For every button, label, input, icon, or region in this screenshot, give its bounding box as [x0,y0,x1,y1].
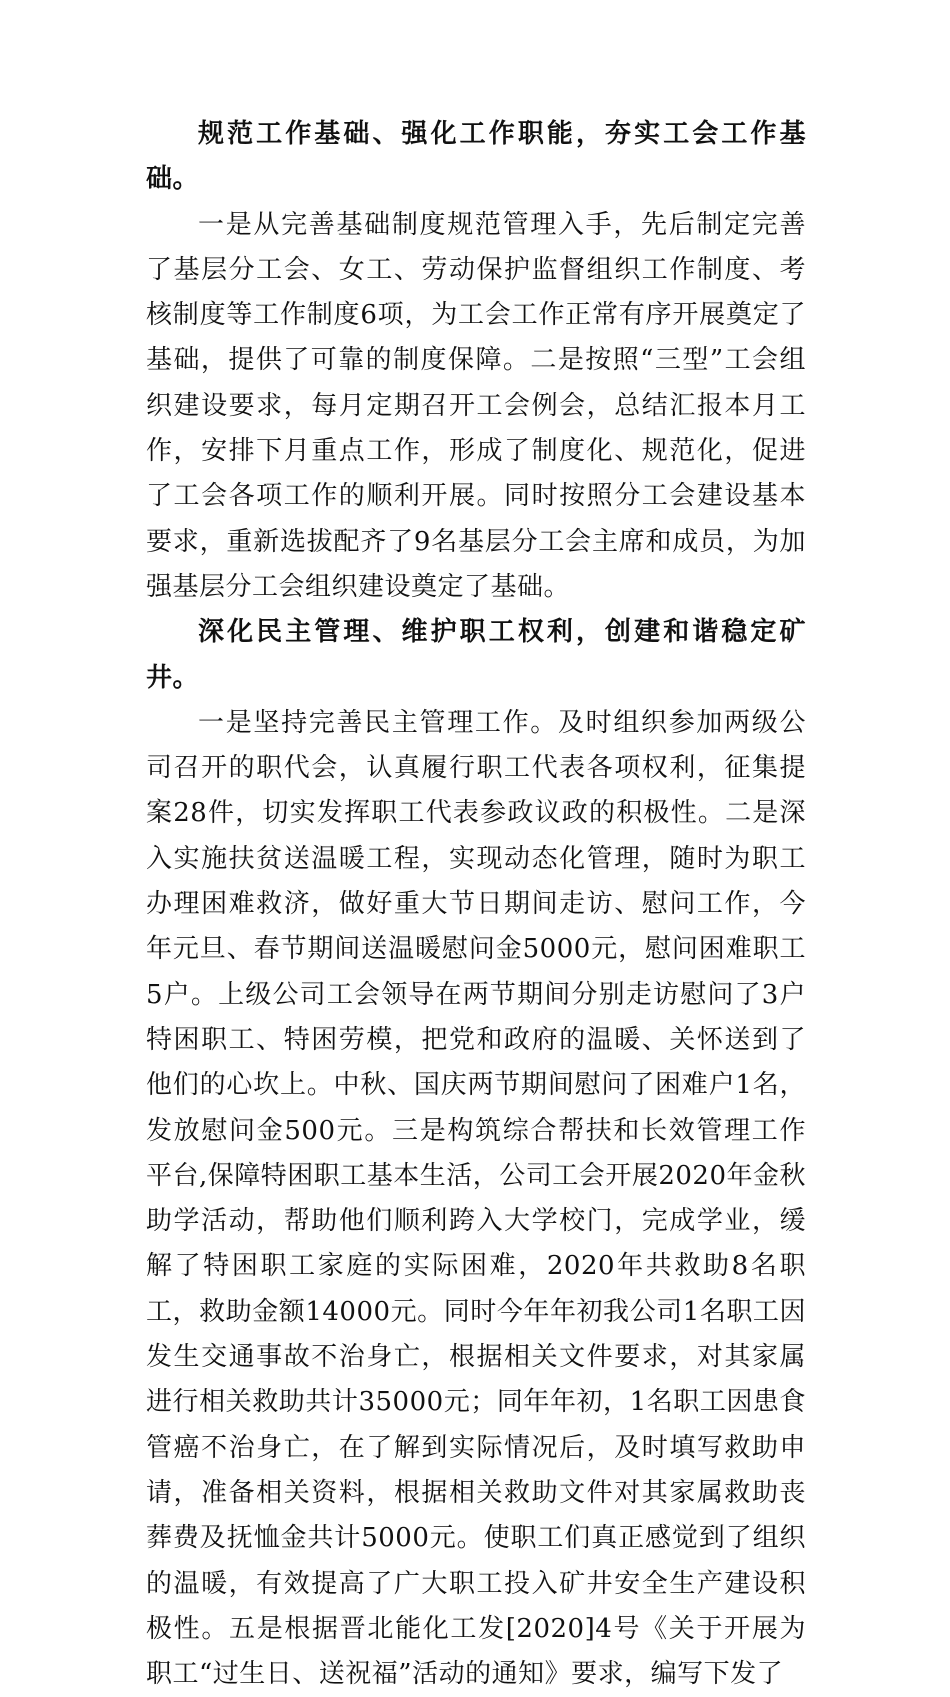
document-body [146,112,806,1697]
section-heading-1: 规范工作基础、强化工作职能，夯实工会工作基础。 [146,119,806,195]
section-paragraph-1: 一是从完善基础制度规范管理入手，先后制定完善了基层分工会、女工、劳动保护监督组织工作制度、考核制度等工作制度6项，为工会工作正常有序开展奠定了基础，提供了可靠的制度保障。二是按照“三型”工会组织建设要求，每月定期召开工会例会，总结汇报本月工作，安排下月重点工作，形成了制度化、规范化，促进了工会各项工作的顺利开展。同时按照分工会建设基本要求，重新选拔配齐了9名基层分工会主席和成员，为加强基层分工会组织建设奠定了基础。 [146,209,806,602]
section-paragraph-2: 一是坚持完善民主管理工作。及时组织参加两级公司召开的职代会，认真履行职工代表各项权利，征集提案28件，切实发挥职工代表参政议政的积极性。二是深入实施扶贫送温暖工程，实现动态化管理，随时为职工办理困难救济，做好重大节日期间走访、慰问工作，今年元旦、春节期间送温暖慰问金5000元，慰问困难职工5户。上级公司工会领导在两节期间分别走访慰问了3户特困职工、特困劳模，把党和政府的温暖、关怀送到了他们的心坎上。中秋、国庆两节期间慰问了困难户1名，发放慰问金500元。三是构筑综合帮扶和长效管理工作平台,保障特困职工基本生活，公司工会开展2020年金秋助学活动，帮助他们顺利跨入大学校门，完成学业，缓解了特困职工家庭的实际困难，2020年共救助8名职工，救助金额14000元。同时今年年初我公司1名职工因发生交通事故不治身亡，根据相关文件要求，对其家属进行相关救助共计35000元；同年年初，1名职工因患食管癌不治身亡，在了解到实际情况后，及时填写救助申请，准备相关资料，根据相关救助文件对其家属救助丧葬费及抚恤金共计5000元。使职工们真正感觉到了组织的温暖，有效提高了广大职工投入矿井安全生产建设积极性。五是根据晋北能化工发[2020]4号《关于开展为职工“过生日、送祝福”活动的通知》要求，编写下发了 [146,707,806,1690]
section-heading-2: 深化民主管理、维护职工权利，创建和谐稳定矿井。 [146,617,806,693]
